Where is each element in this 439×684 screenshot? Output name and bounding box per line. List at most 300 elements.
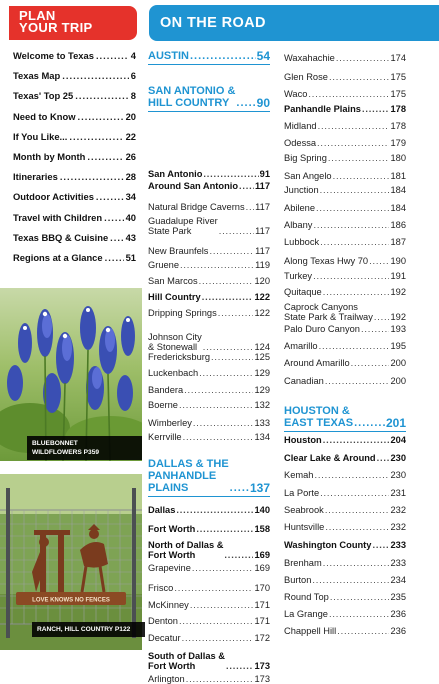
entry-title: San Marcos [148,276,198,286]
region-page: 201 [385,416,406,429]
leader-dots [323,435,390,445]
plan-item-page: 34 [125,191,136,203]
entry-title-line: Fort Worth [148,550,196,560]
entry-arlington[interactable] [148,674,270,684]
entry-south-of-dallas-fort-worth[interactable] [148,651,270,671]
entry-johnson-city-stonewall[interactable] [148,332,270,352]
plan-item-page: 20 [125,110,136,122]
entry-glen-rose[interactable] [284,72,406,82]
entry-title-line: Guadalupe River [148,216,218,226]
entry-title: Glen Rose [284,72,328,82]
leader-dots [319,341,390,351]
ranch-caption: RANCH, HILL COUNTRY P122 [32,622,145,637]
plan-item-title: Month by Month [13,150,86,162]
leader-dots [336,53,390,63]
leader-dots [377,453,390,463]
entry-page: 169 [254,550,270,560]
entry-page: 187 [390,237,406,247]
entry-bandera[interactable] [148,385,270,395]
entry-waxahachie[interactable] [284,53,406,63]
bluebonnet-caption-line-2: WILDFLOWERS P359 [32,449,100,456]
leader-dots [328,153,390,163]
entry-albany[interactable] [284,220,406,230]
region-title [148,85,235,109]
entry-page: 231 [390,488,406,498]
entry-page: 236 [390,626,406,636]
entry-page: 178 [390,104,406,114]
entry-title: Turkey [284,271,313,281]
leader-dots [202,292,254,302]
leader-dots [209,246,254,256]
plan-your-trip-banner [9,6,137,40]
entry-title [148,216,218,236]
leader-dots [196,524,253,534]
region-austin[interactable] [148,50,270,68]
leader-dots [312,575,389,585]
entry-title: Luckenbach [148,368,199,378]
entry-chappell-hill[interactable] [284,626,406,636]
region-page: 90 [256,96,270,109]
entry-mckinney[interactable] [148,600,270,610]
plan-item-page: 6 [130,70,136,82]
ranch-sign-text: LOVE KNOWS NO FENCES [32,597,110,604]
leader-dots [330,592,390,602]
leader-dots [369,256,389,266]
leader-dots [236,97,255,109]
plan-item-texas-top-25[interactable] [13,90,136,110]
entry-title: Dripping Springs [148,308,217,318]
leader-dots [104,212,123,223]
leader-dots [78,111,124,122]
entry-round-top[interactable] [284,592,406,602]
entry-page: 178 [390,121,406,131]
entry-page: 91 [259,169,270,179]
entry-title: Seabrook [284,505,324,515]
region-rule [284,431,406,432]
entry-page: 117 [255,202,270,212]
entry-title [148,332,202,352]
entry-new-braunfels[interactable] [148,246,270,256]
bluebonnet-caption-line-1: BLUEBONNET [32,440,78,447]
entry-san-marcos[interactable] [148,276,270,286]
leader-dots [320,488,389,498]
plan-item-page: 8 [130,90,136,102]
entry-la-porte[interactable] [284,488,406,498]
leader-dots [313,271,389,281]
entry-title: Fort Worth [148,524,196,534]
entry-clear-lake-around[interactable] [284,453,406,463]
entry-title: Midland [284,121,317,131]
entry-along-texas-hwy-70[interactable] [284,256,406,266]
entry-page: 169 [254,563,270,573]
leader-dots [239,181,254,191]
entry-page: 193 [390,324,406,334]
entry-quitaque[interactable] [284,287,406,297]
entry-title: Natural Bridge Caverns [148,202,245,212]
entry-fredericksburg[interactable] [148,352,270,362]
entry-kemah[interactable] [284,470,406,480]
leader-dots [184,385,253,395]
plan-item-welcome-to-texas[interactable] [13,50,136,70]
entry-title-line: & Stonewall [148,342,198,352]
plan-banner-line-2: YOUR TRIP [19,20,93,35]
entry-around-san-antonio[interactable] [148,181,270,191]
leader-dots [60,171,124,182]
plan-item-page: 22 [125,130,136,142]
entry-page: 173 [254,661,270,671]
entry-title: Wimberley [148,418,192,428]
leader-dots [314,470,389,480]
entry-title: Canadian [284,376,324,386]
entry-title-line: North of Dallas & [148,540,224,550]
entry-title: Kerrville [148,432,182,442]
entry-page: 179 [390,138,406,148]
region-title [148,458,229,494]
entry-burton[interactable] [284,575,406,585]
plan-item-if-you-like[interactable] [13,131,136,151]
entry-page: 117 [255,226,270,236]
entry-title: Washington County [284,540,372,550]
leader-dots [226,661,254,671]
leader-dots [180,260,254,270]
leader-dots [329,72,390,82]
entry-frisco[interactable] [148,583,270,593]
plan-item-page: 26 [125,150,136,162]
region-title-line: HOUSTON & [284,405,350,417]
region-rule [148,64,270,65]
leader-dots [96,50,129,61]
leader-dots [87,151,123,162]
entry-page: 195 [390,341,406,351]
entry-title: McKinney [148,600,189,610]
plan-item-page: 40 [125,211,136,223]
entry-title: Big Spring [284,153,327,163]
entry-page: 204 [390,435,406,445]
leader-dots [219,226,254,236]
entry-title-line: Caprock Canyons [284,302,358,312]
entry-brenham[interactable] [284,558,406,568]
leader-dots [320,237,389,247]
entry-page: 192 [390,312,406,322]
entry-title: Arlington [148,674,185,684]
entry-page: 232 [390,522,406,532]
entry-title: Waco [284,89,308,99]
region-dallas-the-panhandle-plains[interactable] [148,458,270,500]
plan-item-page: 4 [130,50,136,61]
entry-title: Burton [284,575,312,585]
entry-page: 119 [255,260,270,270]
plan-item-title: Itineraries [13,171,58,183]
plan-item-page: 28 [125,171,136,183]
entry-kerrville[interactable] [148,432,270,442]
entry-title [148,651,225,671]
bluebonnet-caption [27,436,142,460]
entry-title-line: Johnson City [148,332,202,342]
entry-title: Huntsville [284,522,325,532]
entry-page: 120 [254,276,270,286]
region-title [284,405,353,429]
region-rule [148,111,270,112]
entry-title: Along Texas Hwy 70 [284,256,369,266]
entry-title: Odessa [284,138,317,148]
entry-title: Houston [284,435,322,445]
plan-item-title: If You Like... [13,130,68,142]
entry-guadalupe-river-state-park[interactable] [148,216,270,236]
entry-hill-country[interactable] [148,292,270,302]
entry-fort-worth[interactable] [148,524,270,534]
leader-dots [354,417,385,429]
leader-dots [308,89,389,99]
leader-dots [203,169,258,179]
leader-dots [317,138,389,148]
plan-item-month-by-month[interactable] [13,151,136,171]
entry-odessa[interactable] [284,138,406,148]
entry-page: 122 [254,308,270,318]
leader-dots [179,400,254,410]
entry-san-antonio[interactable] [148,169,270,179]
entry-caprock-canyons-state-park-trailway[interactable] [284,302,406,322]
plan-item-travel-with-children[interactable] [13,212,136,232]
region-title-line: EAST TEXAS [284,417,354,429]
leader-dots [110,232,123,243]
entry-page: 117 [255,246,270,256]
entry-page: 175 [390,72,406,82]
entry-title: Bandera [148,385,184,395]
plan-item-regions-at-a-glance[interactable] [13,252,136,272]
entry-title: Quitaque [284,287,322,297]
entry-title: Gruene [148,260,180,270]
region-rule [148,496,270,497]
entry-dallas[interactable] [148,505,270,515]
entry-dripping-springs[interactable] [148,308,270,318]
plan-item-need-to-know[interactable] [13,111,136,131]
plan-item-page: 51 [125,251,136,263]
entry-page: 233 [390,540,406,550]
plan-banner-line-1: PLAN [19,8,56,23]
plan-item-title: Texas' Top 25 [13,90,74,102]
entry-page: 134 [254,432,270,442]
entry-title: Junction [284,185,319,195]
entry-title: San Angelo [284,171,332,181]
leader-dots [230,482,249,494]
entry-seabrook[interactable] [284,505,406,515]
plan-item-title: Welcome to Texas [13,50,94,61]
entry-page: 181 [390,171,406,181]
region-title-line: HILL COUNTRY [148,97,230,109]
entry-page: 171 [254,600,270,610]
entry-decatur[interactable] [148,633,270,643]
entry-boerne[interactable] [148,400,270,410]
entry-title-line: State Park & Trailway [284,312,373,322]
entry-abilene[interactable] [284,203,406,213]
leader-dots [246,202,255,212]
plan-item-title: Regions at a Glance [13,251,103,263]
entry-page: 190 [390,256,406,266]
entry-lubbock[interactable] [284,237,406,247]
entry-title-line: South of Dallas & [148,651,225,661]
region-houston-east-texas[interactable] [284,405,406,435]
entry-page: 186 [390,220,406,230]
entry-waco[interactable] [284,89,406,99]
leader-dots [318,121,390,131]
entry-page: 184 [390,185,406,195]
leader-dots [313,220,389,230]
entry-page: 117 [255,181,270,191]
plan-item-page: 43 [125,231,136,243]
leader-dots [190,600,254,610]
entry-page: 232 [390,505,406,515]
leader-dots [211,352,253,362]
entry-panhandle-plains[interactable] [284,104,406,114]
leader-dots [329,609,390,619]
entry-page: 132 [254,400,270,410]
entry-page: 175 [390,89,406,99]
plan-item-title: Texas Map [13,70,61,82]
entry-san-angelo[interactable] [284,171,406,181]
entry-title: Around Amarillo [284,358,350,368]
entry-houston[interactable] [284,435,406,445]
leader-dots [323,558,390,568]
entry-title: Panhandle Plains [284,104,361,114]
entry-page: 124 [254,342,270,352]
leader-dots [361,324,390,334]
entry-title-line: Fort Worth [148,661,196,671]
region-page: 54 [256,50,270,62]
leader-dots [62,70,129,81]
region-title: AUSTIN [148,50,189,62]
leader-dots [174,583,253,593]
leader-dots [105,252,124,263]
leader-dots [69,131,123,142]
entry-page: 129 [254,368,270,378]
plan-your-trip-column [0,0,142,650]
entry-title: La Porte [284,488,320,498]
region-san-antonio-hill-country[interactable] [148,85,270,115]
entry-natural-bridge-caverns[interactable] [148,202,270,212]
plan-item-itineraries[interactable] [13,171,136,191]
entry-la-grange[interactable] [284,609,406,619]
entry-washington-county[interactable] [284,540,406,550]
entry-title: Abilene [284,203,316,213]
leader-dots [190,50,256,62]
entry-page: 122 [254,292,270,302]
entry-page: 184 [390,203,406,213]
entry-grapevine[interactable] [148,563,270,573]
leader-dots [362,104,390,114]
entry-page: 133 [254,418,270,428]
entry-canadian[interactable] [284,376,406,386]
entry-title: New Braunfels [148,246,209,256]
on-the-road-banner: ON THE ROAD [149,5,439,41]
entry-gruene[interactable] [148,260,270,270]
entry-page: 200 [390,376,406,386]
leader-dots [96,191,124,202]
plan-item-texas-bbq-cuisine[interactable] [13,232,136,252]
entry-title: La Grange [284,609,328,619]
leader-dots [325,505,390,515]
entry-title: Dallas [148,505,176,515]
plan-item-outdoor-activities[interactable] [13,191,136,211]
entry-title: Waxahachie [284,53,335,63]
leader-dots [199,276,254,286]
entry-title: Boerne [148,400,178,410]
entry-huntsville[interactable] [284,522,406,532]
entry-page: 230 [390,453,406,463]
entry-title: Fredericksburg [148,352,211,362]
leader-dots [372,540,389,550]
entry-turkey[interactable] [284,271,406,281]
leader-dots [176,505,253,515]
entry-page: 191 [390,271,406,281]
entry-page: 234 [390,575,406,585]
leader-dots [337,626,389,636]
entry-title: Around San Antonio [148,181,239,191]
entry-wimberley[interactable] [148,418,270,428]
entry-title: Grapevine [148,563,191,573]
leader-dots [325,522,389,532]
entry-page: 170 [254,583,270,593]
leader-dots [351,358,390,368]
leader-dots [374,312,390,322]
entry-title: Hill Country [148,292,201,302]
entry-page: 174 [390,53,406,63]
entry-page: 125 [254,352,270,362]
entry-page: 173 [254,674,270,684]
plan-item-title: Outdoor Activities [13,191,94,203]
entry-page: 171 [254,616,270,626]
entry-title: Albany [284,220,313,230]
leader-dots [192,563,254,573]
entry-big-spring[interactable] [284,153,406,163]
entry-title: Frisco [148,583,174,593]
region-title-line: SAN ANTONIO & [148,85,236,97]
leader-dots [186,674,254,684]
entry-title: Decatur [148,633,181,643]
entry-title: San Antonio [148,169,203,179]
leader-dots [203,342,254,352]
entry-junction[interactable] [284,185,406,195]
plan-item-title: Travel with Children [13,211,103,223]
entry-page: 200 [390,358,406,368]
entry-north-of-dallas-fort-worth[interactable] [148,540,270,560]
leader-dots [224,550,253,560]
plan-item-title: Need to Know [13,110,76,122]
leader-dots [183,432,254,442]
plan-item-texas-map[interactable] [13,70,136,90]
leader-dots [182,633,254,643]
leader-dots [199,368,253,378]
entry-midland[interactable] [284,121,406,131]
entry-page: 192 [390,287,406,297]
entry-page: 236 [390,609,406,619]
entry-title-line: State Park [148,226,192,236]
entry-amarillo[interactable] [284,341,406,351]
entry-denton[interactable] [148,616,270,626]
entry-page: 180 [390,153,406,163]
leader-dots [75,90,129,101]
leader-dots [333,171,390,181]
entry-palo-duro-canyon[interactable] [284,324,406,334]
leader-dots [179,616,254,626]
entry-page: 158 [254,524,270,534]
entry-around-amarillo[interactable] [284,358,406,368]
leader-dots [218,308,254,318]
leader-dots [325,376,390,386]
entry-luckenbach[interactable] [148,368,270,378]
plan-your-trip-list [13,50,136,272]
entry-page: 233 [390,558,406,568]
entry-title: Chappell Hill [284,626,337,636]
